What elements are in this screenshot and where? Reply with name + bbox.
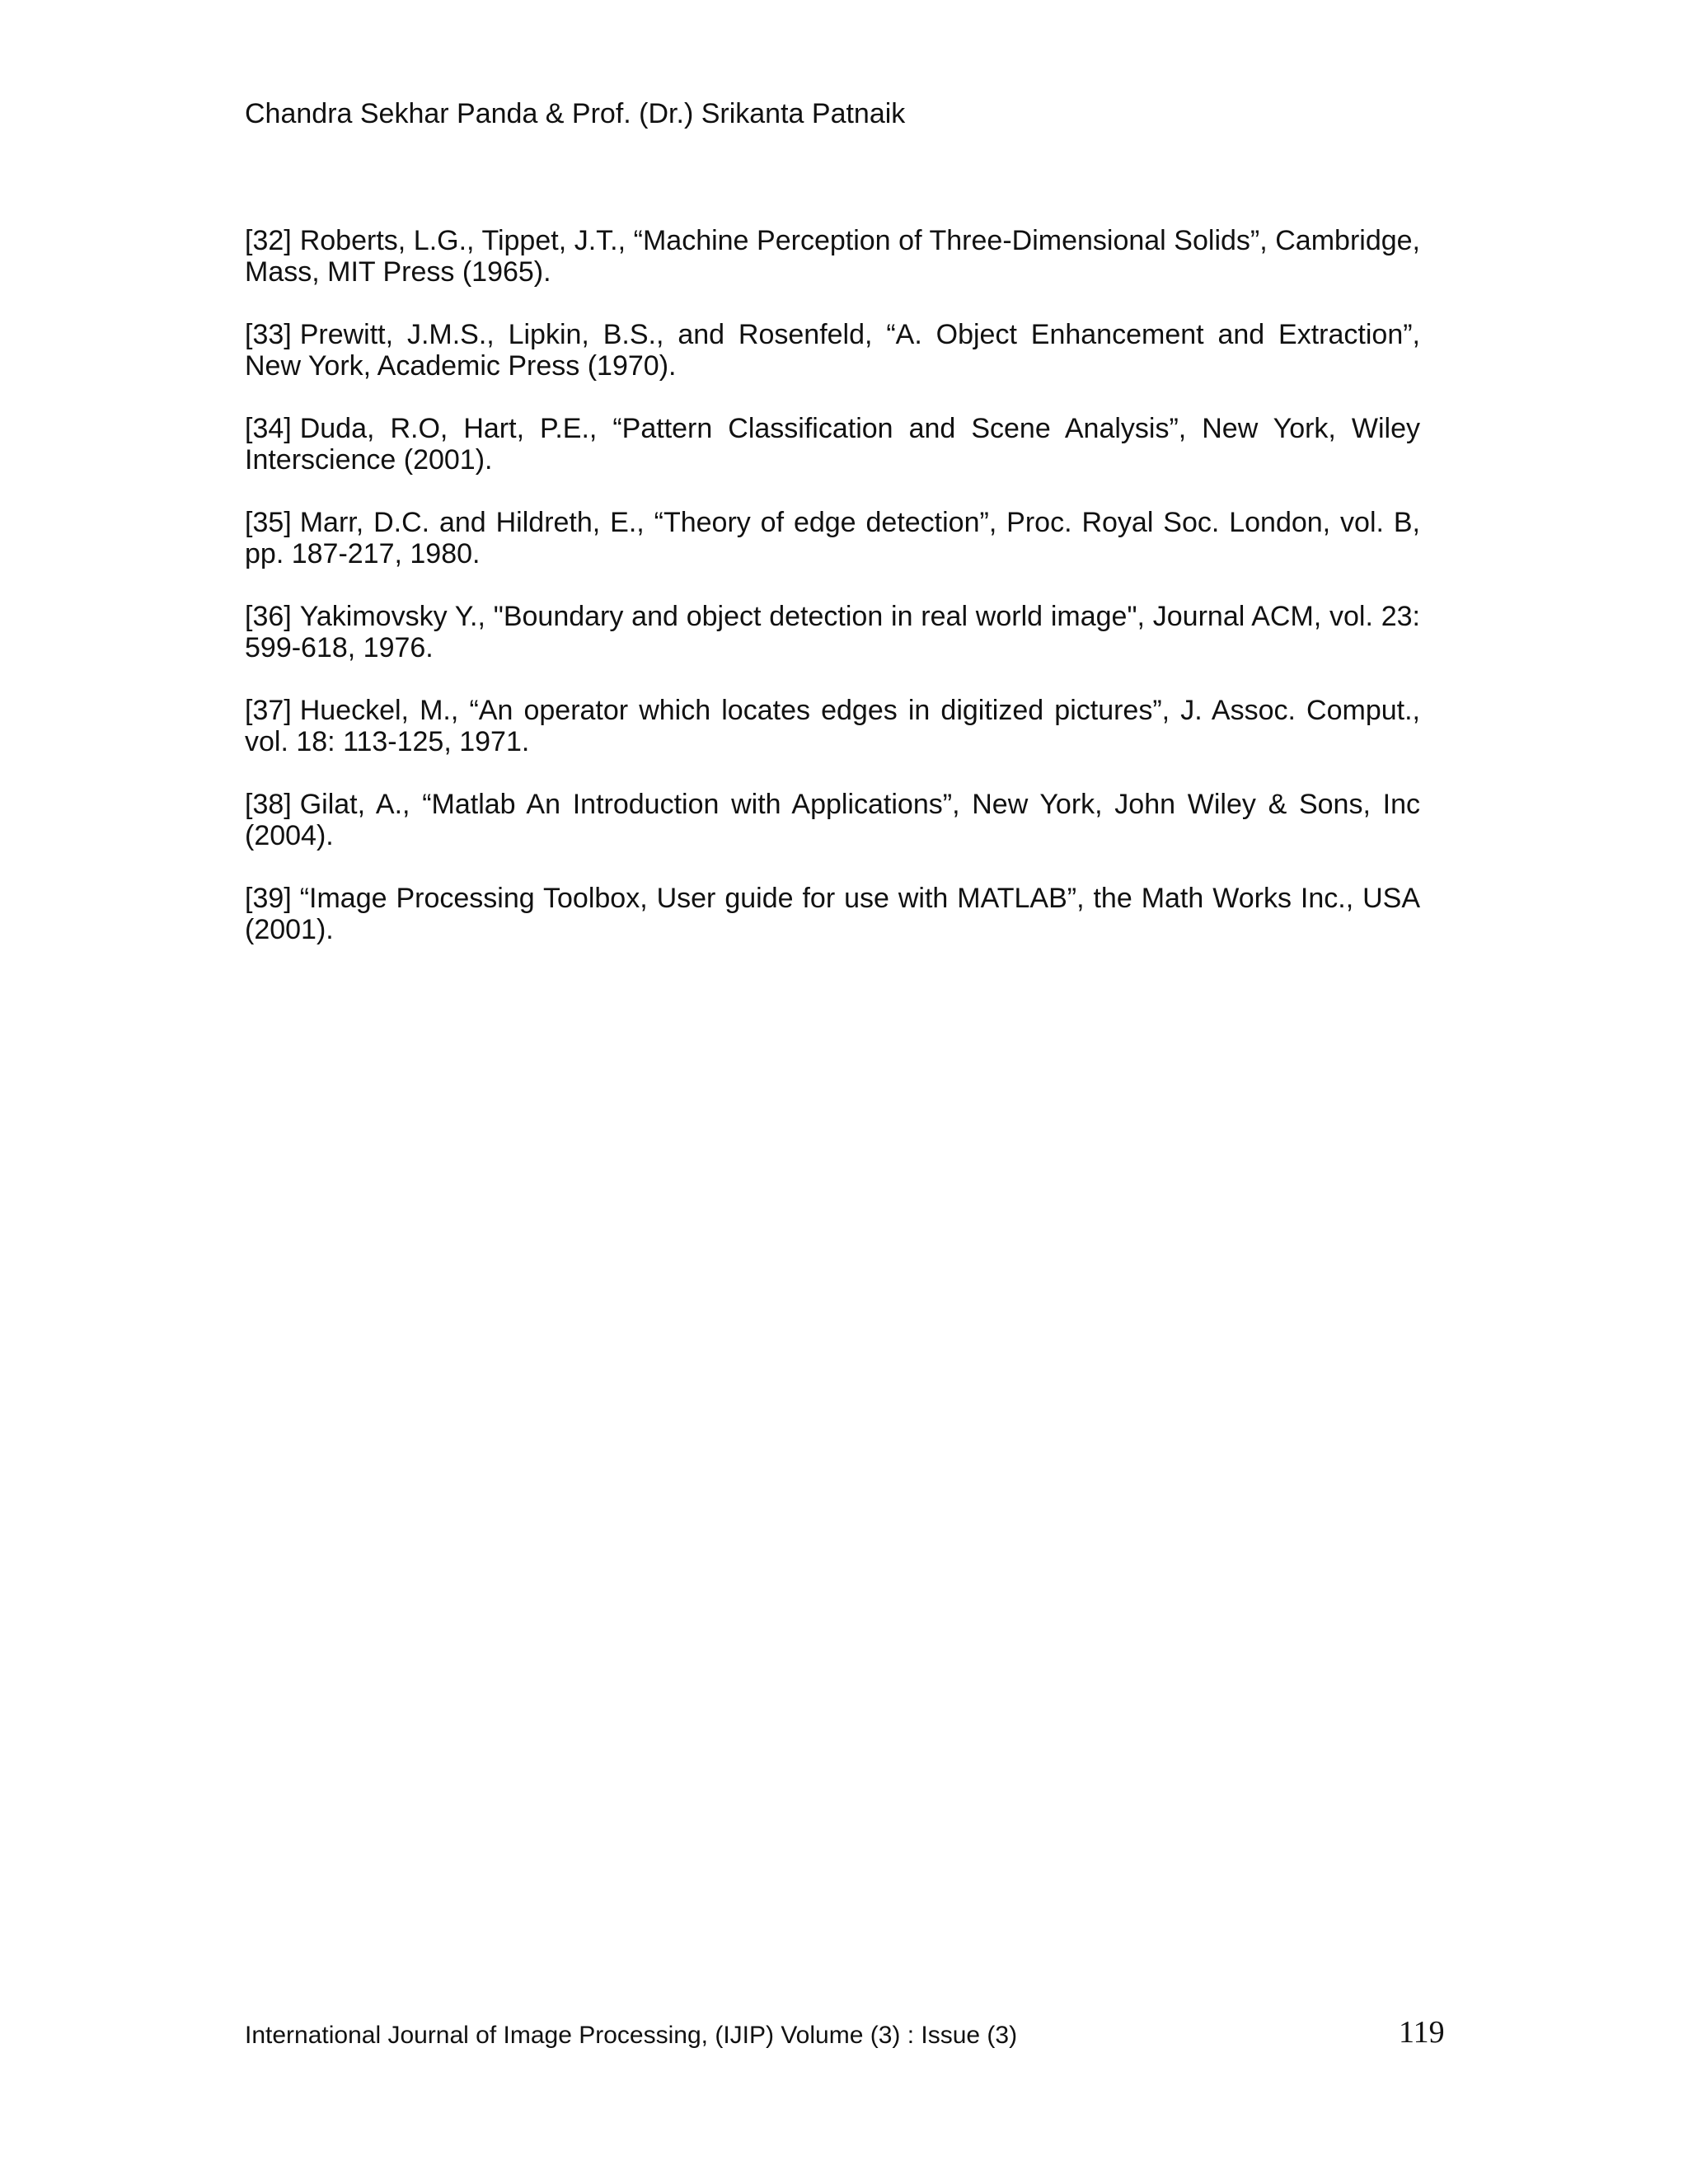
reference-number: [39] [245,883,292,914]
reference-number: [38] [245,789,292,820]
reference-number: [34] [245,413,292,444]
reference-number: [37] [245,695,292,726]
running-header-authors: Chandra Sekhar Panda & Prof. (Dr.) Srikanta Patnaik [245,98,906,129]
reference-item [245,789,1420,851]
footer-journal-citation: International Journal of Image Processing, (IJIP) Volume (3) : Issue (3) [245,2022,1018,2049]
reference-item [245,883,1420,945]
reference-item [245,319,1420,382]
page-number: 119 [1399,2015,1445,2050]
reference-text: Duda, R.O, Hart, P.E., “Pattern Classification and Scene Analysis”, New York, Wiley Interscience (2001). [245,413,1420,476]
reference-number: [33] [245,319,292,350]
reference-text: Prewitt, J.M.S., Lipkin, B.S., and Rosenfeld, “A. Object Enhancement and Extraction”, New York, Academic Press (1970). [245,319,1420,382]
reference-text: “Image Processing Toolbox, User guide for use with MATLAB”, the Math Works Inc., USA (2001). [245,883,1420,945]
reference-text: Roberts, L.G., Tippet, J.T., “Machine Perception of Three-Dimensional Solids”, Cambridge, Mass, MIT Press (1965). [245,225,1420,288]
reference-item [245,225,1420,288]
reference-number: [35] [245,507,292,538]
reference-item [245,601,1420,663]
reference-text: Marr, D.C. and Hildreth, E., “Theory of edge detection”, Proc. Royal Soc. London, vol. B, pp. 187-217, 1980. [245,507,1420,569]
reference-item [245,413,1420,476]
reference-item [245,695,1420,757]
reference-item [245,507,1420,569]
reference-text: Yakimovsky Y., "Boundary and object detection in real world image", Journal ACM, vol. 23: 599-618, 1976. [245,601,1420,663]
reference-number: [32] [245,225,292,256]
reference-text: Hueckel, M., “An operator which locates edges in digitized pictures”, J. Assoc. Comput., vol. 18: 113-125, 1971. [245,695,1420,757]
reference-text: Gilat, A., “Matlab An Introduction with Applications”, New York, John Wiley & Sons, Inc (2004). [245,789,1420,851]
reference-list [245,225,1420,977]
reference-number: [36] [245,601,292,632]
